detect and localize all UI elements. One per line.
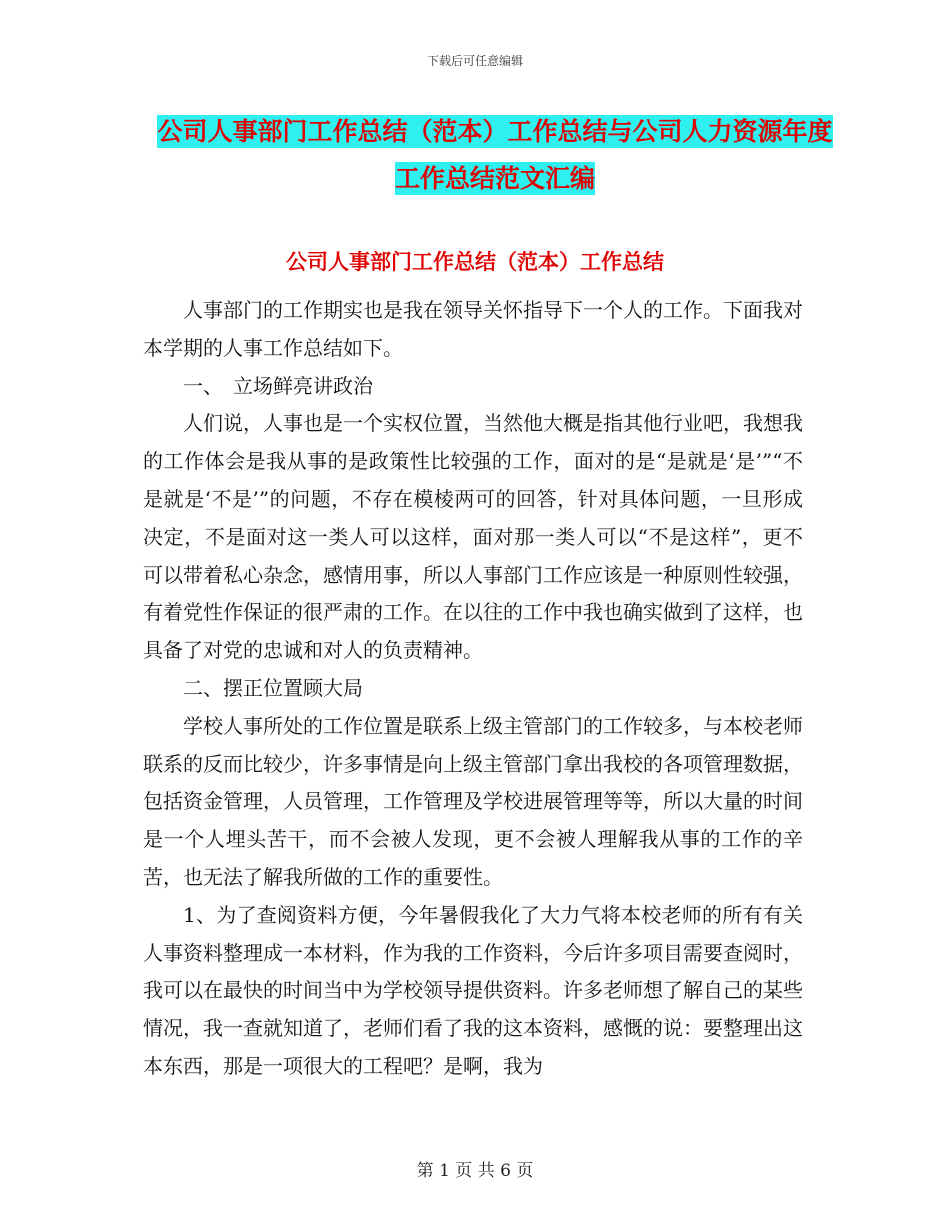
header-note: 下载后可任意编辑	[426, 54, 523, 68]
paragraph: 学校人事所处的工作位置是联系上级主管部门的工作较多，与本校老师联系的反而比较少，许多事情是向上级主管部门拿出我校的各项管理数据，包括资金管理，人员管理，工作管理及学校进展管理等等，所以大量的时间是一个人埋头苦干，而不会被人发现，更不会被人理解我从事的工作的辛苦，也无法了解我所做的工作的重要性。	[143, 713, 803, 889]
paragraph: 人事部门的工作期实也是我在领导关怀指导下一个人的工作。下面我对本学期的人事工作总结如下。	[143, 298, 803, 360]
paragraph: 1、为了查阅资料方便，今年暑假我化了大力气将本校老师的所有有关人事资料整理成一本材料，作为我的工作资料，今后许多项目需要查阅时，我可以在最快的时间当中为学校领导提供资料。许多老师想了解自己的某些情况，我一查就知道了，老师们看了我的这本资料，感慨的说：要整理出这本东西，那是一项很大的工程吧？是啊，我为	[143, 902, 803, 1078]
paragraph: 人们说，人事也是一个实权位置，当然他大概是指其他行业吧，我想我的工作体会是我从事的是政策性比较强的工作，面对的是“是就是‘是’”“不是就是‘不是’”的问题，不存在模棱两可的回答，针对具体问题，一旦形成决定，不是面对这一类人可以这样，面对那一类人可以“不是这样”，更不可以带着私心杂念，感情用事，所以人事部门工作应该是一种原则性较强，有着党性作保证的很严肃的工作。在以往的工作中我也确实做到了这样，也具备了对党的忠诚和对人的负责精神。	[143, 411, 803, 663]
document-title	[150, 108, 840, 202]
document-title-text: 公司人事部门工作总结（范本）工作总结与公司人力资源年度工作总结范文汇编	[157, 117, 833, 193]
document-body	[143, 292, 803, 1086]
paragraph: 一、 立场鲜亮讲政治	[183, 373, 373, 398]
paragraph: 二、摆正位置顾大局	[183, 675, 363, 700]
section-title: 公司人事部门工作总结（范本）工作总结	[286, 250, 664, 274]
page-number: 第 1 页 共 6 页	[416, 1161, 534, 1181]
